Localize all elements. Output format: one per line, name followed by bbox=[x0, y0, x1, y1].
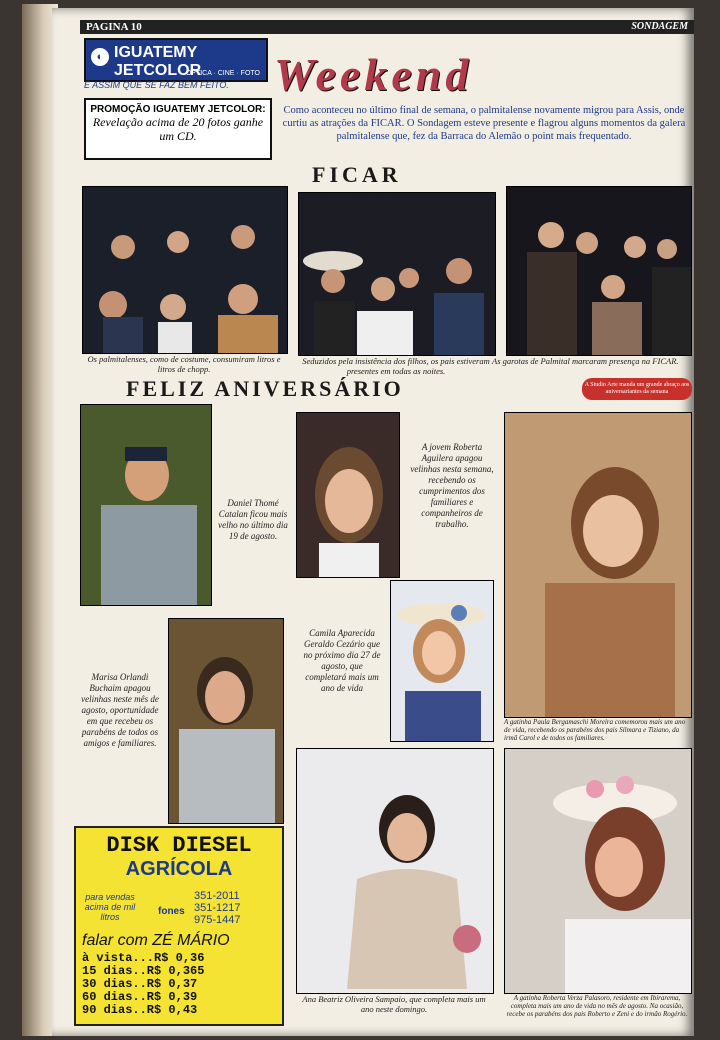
sponsor-logo bbox=[84, 38, 268, 82]
caption-paula: A gatinha Paula Bergamaschi Moreira comemorou mais um ano de vida, recebendo os parabéns dos pais Silmara e Tiziano, da irmã Carol e de todos os familiares. bbox=[504, 718, 686, 742]
section-title: Weekend bbox=[274, 49, 473, 100]
section-intro: Como aconteceu no último final de semana, o palmitalense novamente migrou para Assis, onde curtiu as atrações da FICAR. O Sondagem esteve presente e flagrou alguns momentos da galera palmitalense que, fez da Barraca do Alemão o point mais frequentado. bbox=[282, 105, 686, 142]
ad-contact: falar com ZÉ MÁRIO bbox=[82, 932, 230, 949]
diesel-ad bbox=[74, 826, 284, 1026]
aniversario-heading: FELIZ ANIVERSÁRIO bbox=[126, 376, 404, 401]
ad-phones bbox=[194, 890, 241, 926]
promo-text: Revelação acima de 20 fotos ganhe um CD. bbox=[92, 115, 264, 143]
text-daniel: Daniel Thomé Catalan ficou mais velho no último dia 19 de agosto. bbox=[218, 498, 288, 541]
caption-ficar-2: Seduzidos pela insistência dos filhos, os pais estiveram presentes em todas as noites. bbox=[302, 356, 490, 376]
sponsor-subtitle: OPTICA · CINE · FOTO bbox=[185, 70, 260, 77]
photo-roberta-verza bbox=[504, 748, 692, 994]
photo-ficar-1 bbox=[82, 186, 288, 354]
ad-phone: 351-1217 bbox=[194, 902, 241, 914]
ad-phone: 351-2011 bbox=[194, 890, 240, 902]
text-camila: Camila Aparecida Geraldo Cezário que no próximo dia 27 de agosto, que completará mais um ano de vida bbox=[303, 628, 381, 693]
newspaper-page bbox=[52, 8, 694, 1036]
ad-price-row: 30 dias..R$ 0,37 bbox=[82, 977, 198, 991]
ad-price-row: 60 dias..R$ 0,39 bbox=[82, 990, 198, 1004]
text-roberta-aguilera: A jovem Roberta Aguilera apagou velinhas nesta semana, recebendo os cumprimentos dos familiares e companheiros de trabalho. bbox=[410, 442, 494, 529]
logo-icon: ◐ bbox=[91, 48, 109, 66]
promo-title: PROMOÇÃO IGUATEMY JETCOLOR: bbox=[90, 104, 266, 115]
photo-ficar-3 bbox=[506, 186, 692, 356]
ad-title: DISK DIESEL bbox=[106, 833, 252, 858]
caption-roberta-verza: A gatinha Roberta Verza Palasoro, residente em Ibirarema, completa mais um ano de vida no mês de agosto. Na ocasião, recebe os parabéns dos pais Roberto e Zeni e do irmão Rogério. bbox=[506, 994, 688, 1018]
photo-ficar-2 bbox=[298, 192, 496, 356]
ad-fones-label: fones bbox=[158, 906, 185, 917]
ad-prices bbox=[82, 952, 204, 1017]
studio-badge: A Studio Arte manda um grande abraço aos aniversariantes da semana bbox=[582, 378, 692, 400]
ficar-heading: FICAR bbox=[312, 162, 402, 187]
photo-camila bbox=[390, 580, 494, 742]
photo-paula bbox=[504, 412, 692, 718]
promo-box bbox=[84, 98, 272, 160]
header-bar bbox=[80, 20, 694, 34]
sponsor-slogan: É ASSIM QUE SE FAZ BEM FEITO. bbox=[84, 80, 229, 90]
sponsor-name: IGUATEMY JETCOLOR bbox=[114, 44, 202, 79]
publication-name: SONDAGEM bbox=[631, 21, 688, 32]
ad-price-row: à vista...R$ 0,36 bbox=[82, 951, 205, 965]
ad-note: para vendas acima de mil litros bbox=[84, 892, 136, 922]
page-label: PAGINA 10 bbox=[86, 21, 142, 33]
caption-ana-beatriz: Ana Beatriz Oliveira Sampaio, que completa mais um ano neste domingo. bbox=[302, 994, 486, 1014]
photo-marisa bbox=[168, 618, 284, 824]
photo-roberta-aguilera bbox=[296, 412, 400, 578]
ad-subtitle: AGRÍCOLA bbox=[125, 858, 233, 880]
caption-ficar-1: Os palmitalenses, como de costume, consumiram litros e litros de chopp. bbox=[87, 354, 281, 374]
caption-ficar-3: As garotas de Palmital marcaram presença na FICAR. bbox=[492, 356, 679, 366]
ad-phone: 975-1447 bbox=[194, 914, 241, 926]
photo-ana-beatriz bbox=[296, 748, 494, 994]
ad-price-row: 15 dias..R$ 0,365 bbox=[82, 964, 205, 978]
text-marisa: Marisa Orlandi Buchaim apagou velinhas neste mês de agosto, oportunidade em que recebeu os parabéns de todos os amigos e familiares. bbox=[81, 672, 159, 748]
ad-price-row: 90 dias..R$ 0,43 bbox=[82, 1003, 198, 1017]
photo-daniel bbox=[80, 404, 212, 606]
